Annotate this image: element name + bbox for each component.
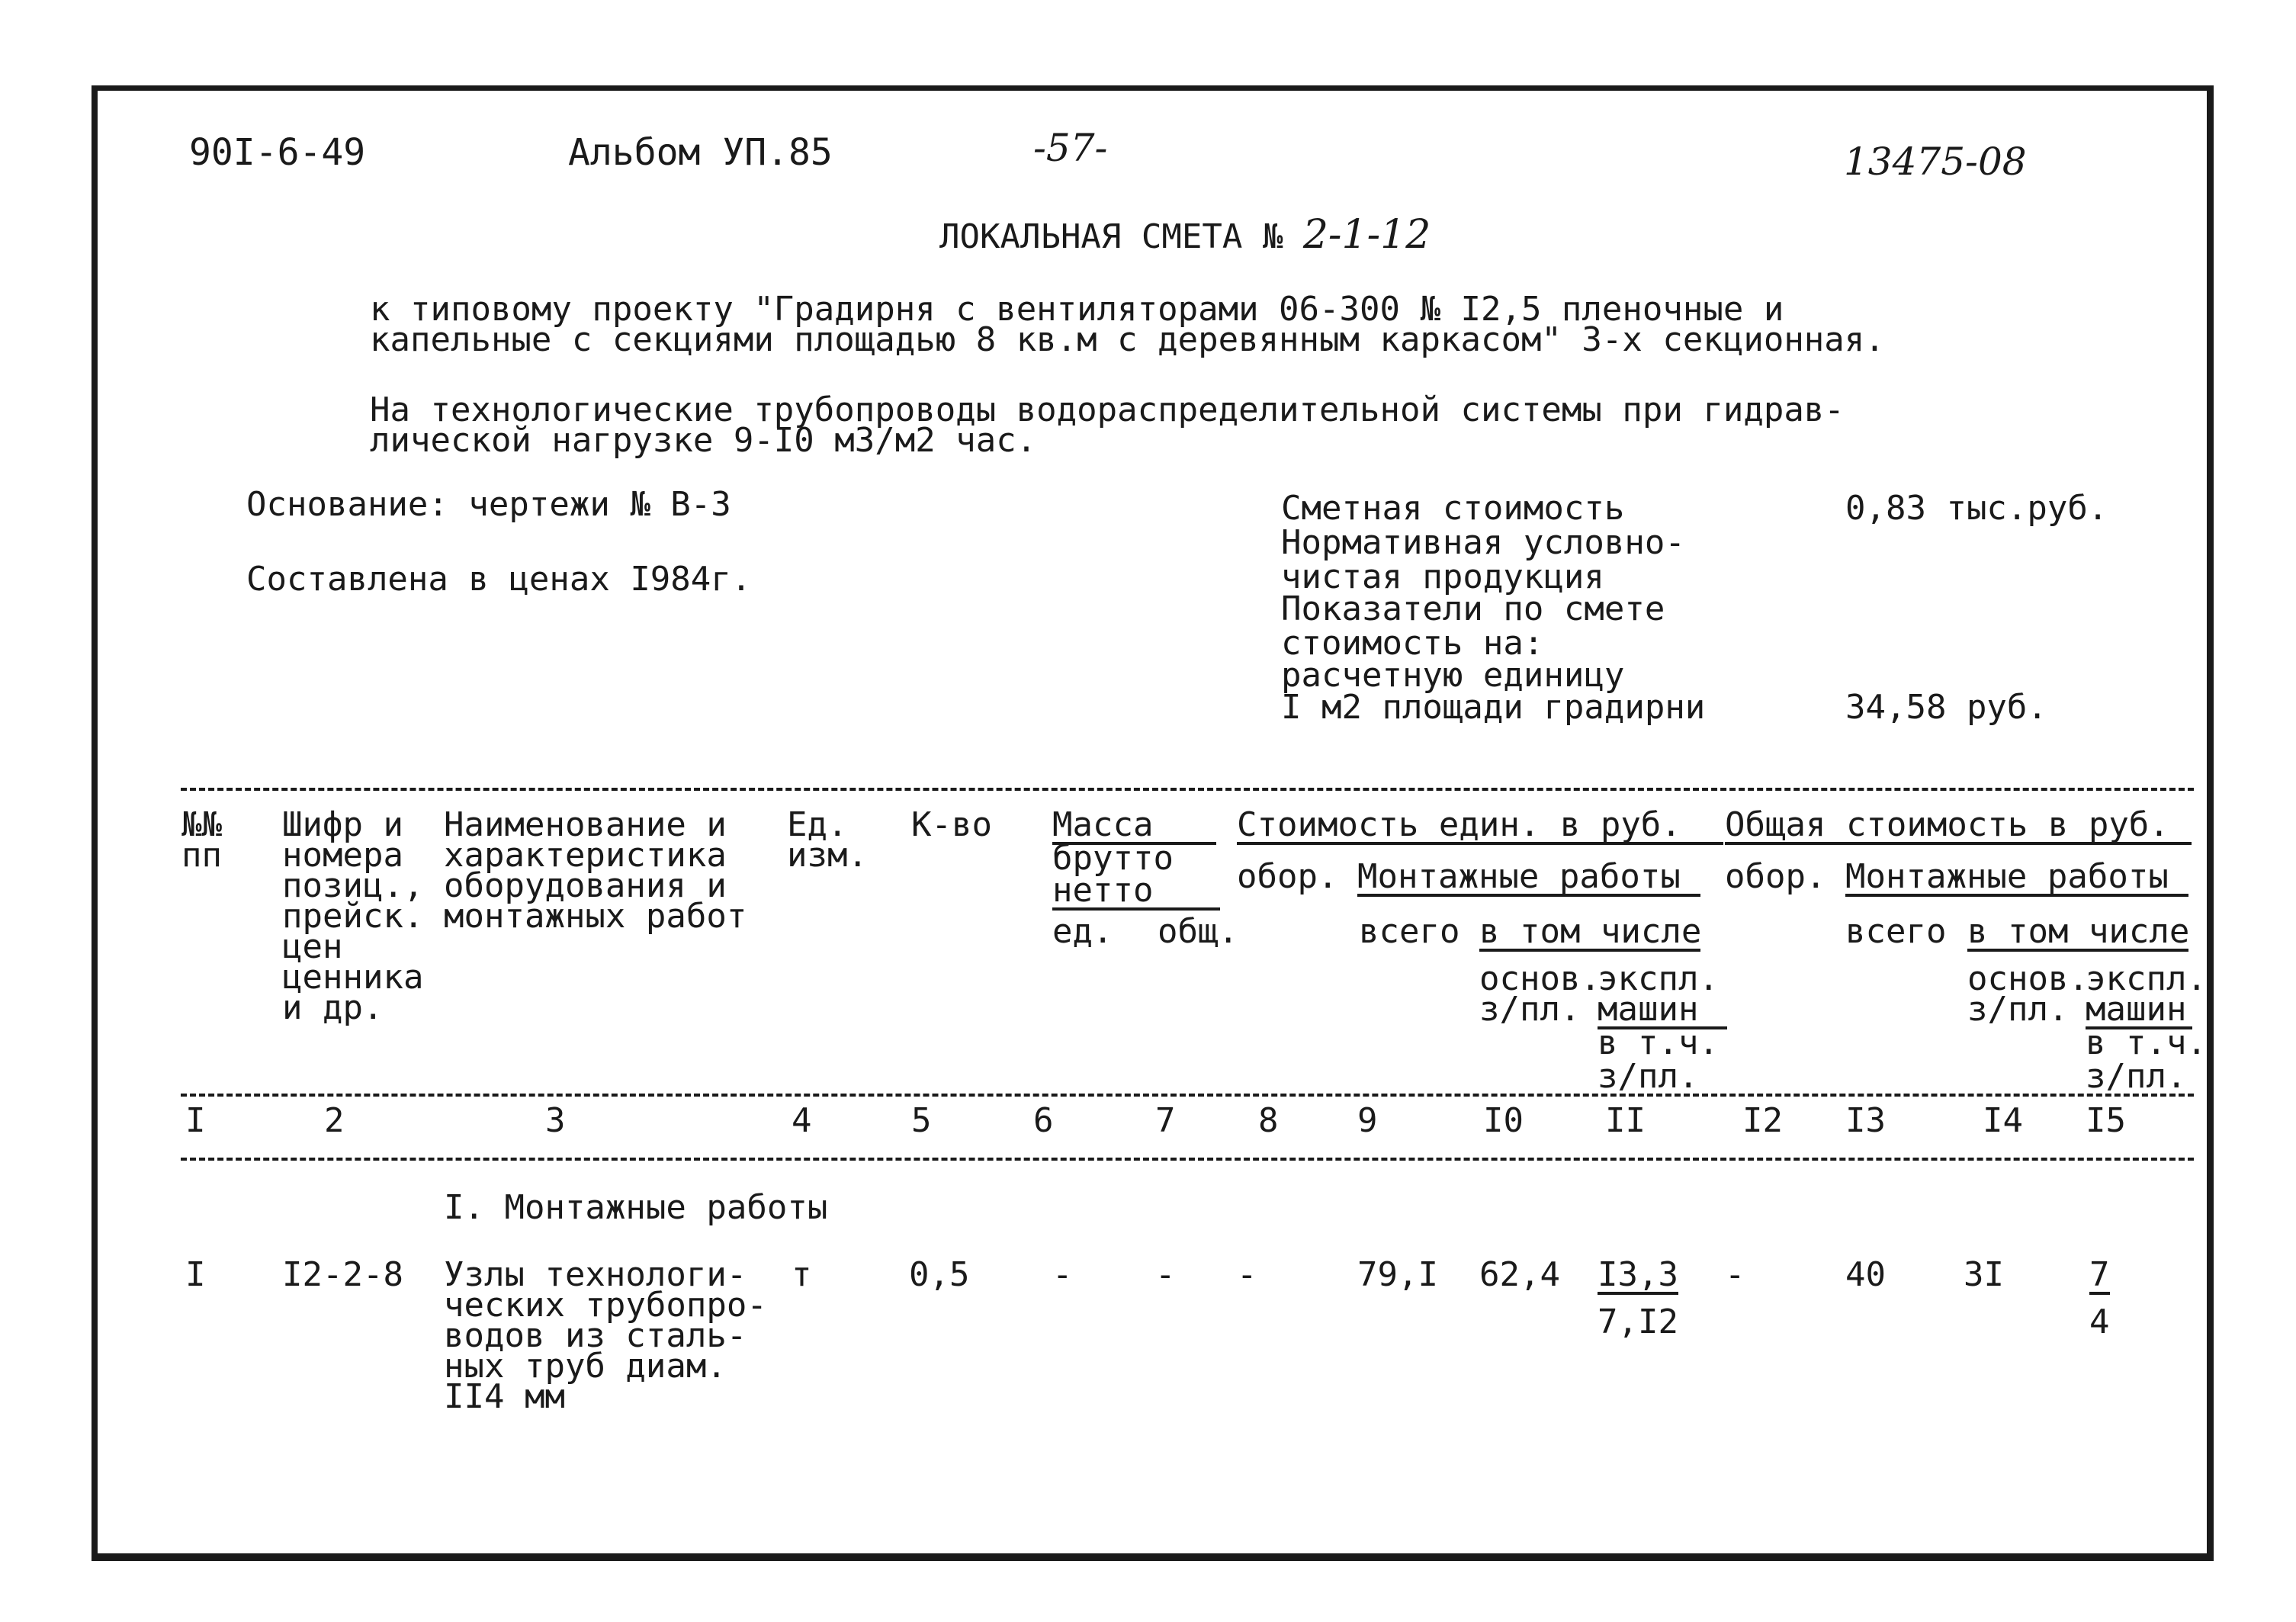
header-mass: Масса bbox=[1052, 808, 1216, 845]
header-col-2: позиц., bbox=[282, 866, 424, 905]
page-number: -57- bbox=[1033, 126, 1108, 170]
col-number: I5 bbox=[2086, 1101, 2126, 1140]
header-col-1: №№ bbox=[181, 805, 222, 844]
header-unit-cost: Стоимость един. в руб. bbox=[1237, 808, 1723, 845]
numbers-bottom-rule bbox=[181, 1158, 2194, 1161]
header-col-2: номера bbox=[282, 836, 403, 875]
estimate-title-prefix: ЛОКАЛЬНАЯ СМЕТА № bbox=[939, 217, 1283, 256]
summary-line: Нормативная условно- bbox=[1281, 523, 1685, 562]
header-total-incl: в том числе bbox=[1967, 912, 2190, 951]
col-number: I0 bbox=[1483, 1101, 1524, 1140]
row-total-all: 40 bbox=[1845, 1255, 1886, 1294]
row-mass-unit: - bbox=[1052, 1255, 1073, 1294]
header-unit-obor: обор. bbox=[1237, 857, 1338, 896]
header-col-2: и др. bbox=[282, 988, 384, 1027]
album-label: Альбом УП.85 bbox=[568, 131, 833, 174]
row-name: Узлы технологи- bbox=[444, 1255, 747, 1294]
col-number: 3 bbox=[545, 1101, 566, 1140]
header-unit-expl: в т.ч. bbox=[1598, 1023, 1719, 1062]
header-col-2: ценника bbox=[282, 958, 424, 997]
summary-line: стоимость на: bbox=[1281, 624, 1544, 663]
header-unit-total: всего bbox=[1359, 912, 1460, 951]
row-unit-expl: I3,3 bbox=[1598, 1255, 1678, 1294]
row-unit-total: 79,I bbox=[1357, 1255, 1438, 1294]
row-unit: т bbox=[792, 1255, 812, 1294]
row-name: водов из сталь- bbox=[444, 1316, 747, 1355]
row-unit-obor: - bbox=[1237, 1255, 1257, 1294]
document-number: 13475-08 bbox=[1844, 140, 2027, 184]
header-total-base: основ. bbox=[1967, 959, 2089, 998]
col-number: I bbox=[185, 1101, 206, 1140]
header-col-3: оборудования и bbox=[444, 866, 727, 905]
header-mass-unit: ед. bbox=[1052, 912, 1113, 951]
summary-line: расчетную единицу bbox=[1281, 656, 1625, 695]
header-col-3: Наименование и bbox=[444, 805, 727, 844]
header-total-all: всего bbox=[1845, 912, 1947, 951]
unit-cost-value: 34,58 руб. bbox=[1845, 688, 2047, 727]
col-number: 9 bbox=[1357, 1101, 1378, 1140]
header-unit-base: з/пл. bbox=[1479, 990, 1581, 1029]
table-top-rule bbox=[181, 788, 2194, 791]
header-total-obor: обор. bbox=[1725, 857, 1826, 896]
prices-text: Составлена в ценах I984г. bbox=[246, 560, 752, 599]
col-number: I2 bbox=[1742, 1101, 1783, 1140]
row-total-expl-wage: 4 bbox=[2089, 1302, 2110, 1341]
header-col-1: пп bbox=[181, 836, 222, 875]
row-code: I2-2-8 bbox=[282, 1255, 403, 1294]
header-col-2: прейск. bbox=[282, 897, 424, 936]
header-unit-expl: машин bbox=[1598, 993, 1727, 1029]
row-unit-expl-wage: 7,I2 bbox=[1598, 1302, 1678, 1341]
header-col-4: изм. bbox=[787, 836, 868, 875]
header-total-cost: Общая стоимость в руб. bbox=[1725, 808, 2192, 845]
col-number: 4 bbox=[792, 1101, 812, 1140]
purpose-line-1: На технологические трубопроводы водораспределительной системы при гидрав- bbox=[370, 390, 1845, 429]
header-mass-net: нетто bbox=[1052, 874, 1220, 911]
header-mass-gross: брутто bbox=[1052, 839, 1174, 878]
row-mass-total: - bbox=[1155, 1255, 1176, 1294]
summary-line: чистая продукция bbox=[1281, 557, 1604, 596]
estimate-title bbox=[939, 212, 1431, 258]
header-unit-mont: Монтажные работы bbox=[1357, 860, 1700, 897]
header-col-5: К-во bbox=[911, 805, 992, 844]
project-line-1: к типовому проекту "Градирня с вентиляторами 06-300 № I2,5 пленочные и bbox=[370, 290, 1784, 329]
header-col-3: монтажных работ bbox=[444, 897, 747, 936]
estimated-cost-value: 0,83 тыс.руб. bbox=[1845, 489, 2108, 528]
summary-line: Сметная стоимость bbox=[1281, 489, 1625, 528]
col-number: I4 bbox=[1983, 1101, 2023, 1140]
purpose-line-2: лической нагрузке 9-I0 м3/м2 час. bbox=[370, 421, 1037, 460]
header-unit-incl: в том числе bbox=[1479, 912, 1702, 951]
header-col-4: Ед. bbox=[787, 805, 848, 844]
row-name: ных труб диам. bbox=[444, 1347, 727, 1386]
header-mass-total: общ. bbox=[1158, 912, 1238, 951]
col-number: I3 bbox=[1845, 1101, 1886, 1140]
header-col-2: цен bbox=[282, 927, 343, 966]
row-qty: 0,5 bbox=[909, 1255, 970, 1294]
row-total-obor: - bbox=[1725, 1255, 1745, 1294]
estimate-number: 2-1-12 bbox=[1302, 212, 1431, 258]
header-bottom-rule bbox=[181, 1094, 2194, 1097]
row-number: I bbox=[185, 1255, 206, 1294]
col-number: 6 bbox=[1033, 1101, 1054, 1140]
col-number: II bbox=[1605, 1101, 1646, 1140]
header-unit-expl: экспл. bbox=[1598, 959, 1719, 998]
header-total-expl: в т.ч. bbox=[2086, 1023, 2207, 1062]
col-number: 5 bbox=[911, 1101, 932, 1140]
header-total-expl: машин bbox=[2086, 993, 2192, 1029]
col-number: 2 bbox=[324, 1101, 345, 1140]
summary-line: I м2 площади градирни bbox=[1281, 688, 1706, 727]
row-total-expl: 7 bbox=[2089, 1255, 2110, 1294]
header-total-base: з/пл. bbox=[1967, 990, 2069, 1029]
header-unit-base: основ. bbox=[1479, 959, 1601, 998]
header-unit-expl: з/пл. bbox=[1598, 1057, 1699, 1096]
summary-line: Показатели по смете bbox=[1281, 589, 1665, 628]
row-total-base: 3I bbox=[1964, 1255, 2004, 1294]
project-line-2: капельные с секциями площадью 8 кв.м с деревянным каркасом" 3-х секционная. bbox=[370, 320, 1885, 359]
row-unit-base: 62,4 bbox=[1479, 1255, 1560, 1294]
col-number: 8 bbox=[1258, 1101, 1279, 1140]
header-col-3: характеристика bbox=[444, 836, 727, 875]
header-col-2: Шифр и bbox=[282, 805, 403, 844]
row-name: ческих трубопро- bbox=[444, 1286, 767, 1325]
section-title: I. Монтажные работы bbox=[444, 1188, 828, 1227]
basis-text: Основание: чертежи № В-3 bbox=[246, 485, 731, 524]
doc-code: 90I-6-49 bbox=[189, 131, 366, 174]
header-total-mont: Монтажные работы bbox=[1845, 860, 2188, 897]
header-total-expl: з/пл. bbox=[2086, 1057, 2187, 1096]
col-number: 7 bbox=[1155, 1101, 1176, 1140]
row-name: II4 мм bbox=[444, 1377, 565, 1416]
header-total-expl: экспл. bbox=[2086, 959, 2207, 998]
